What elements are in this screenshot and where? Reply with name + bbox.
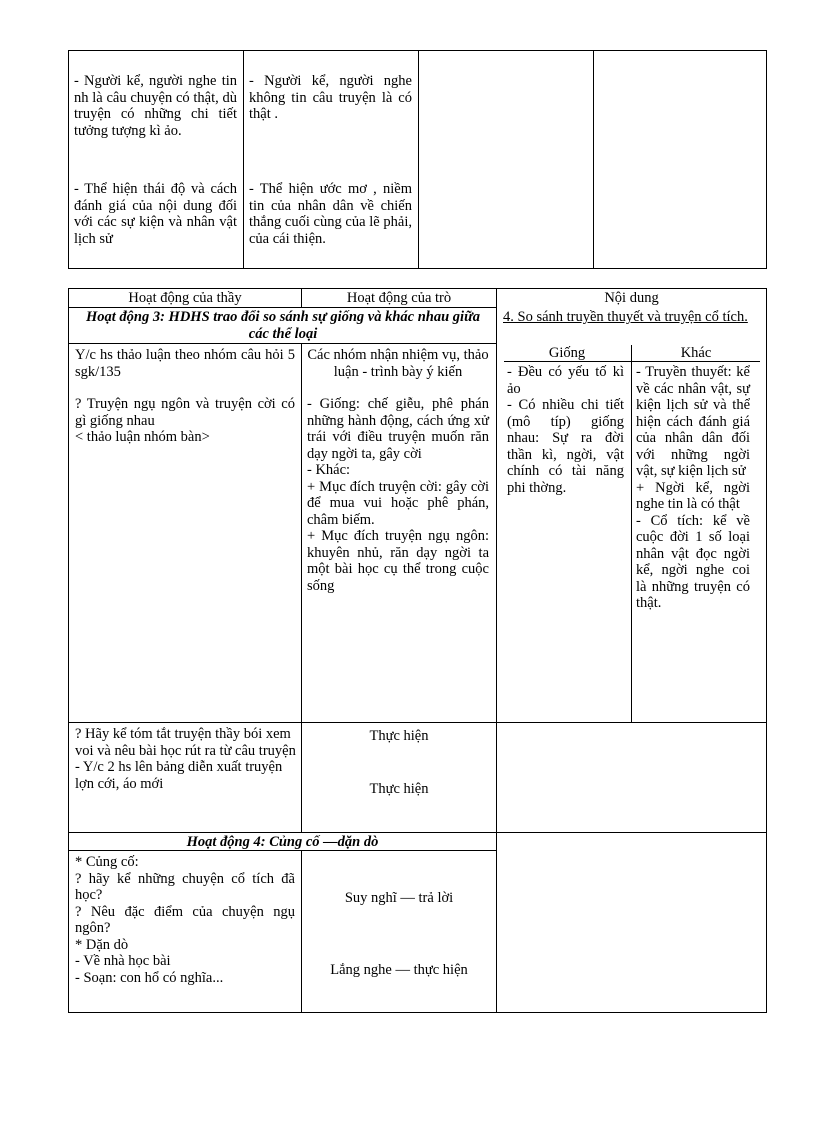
activity3-teacher-cell [75, 347, 295, 446]
summary-student-2 [302, 781, 496, 798]
col-diff-header [632, 345, 760, 362]
teacher-line: - Soạn: con hổ có nghĩa... [75, 969, 224, 986]
diff-item: - Truyền thuyết: kể về các nhân vật, sự kiện lịch sử và thể hiện cách đánh giá của nhân dân đối với những ngời vật, sự kiện lịch sử [636, 364, 750, 479]
diff-item: + Ngời kể, ngời nghe tin là có thật [636, 479, 750, 512]
activity4-student-text: Suy nghĩ — trả lời [344, 890, 454, 906]
legend-attitude-cell [74, 181, 237, 247]
header-content-label: Nội dung [604, 290, 659, 306]
student-diff-joke: + Mục đích truyện cời: gây cời để mua vui hoặc phê phán, châm biếm. [307, 478, 489, 528]
summary-teacher-cell [75, 726, 297, 792]
section4-title [503, 309, 761, 326]
activity4-student-text: Lắng nghe — thực hiện [330, 962, 468, 978]
teacher-line: - Về nhà học bài [75, 953, 171, 969]
activity4-student-1 [302, 890, 496, 907]
summary-teacher-task: ? Hãy kể tóm tắt truyện thầy bói xem voi và nêu bài học rút ra từ câu truyện [75, 726, 296, 759]
teacher-question: ? Truyện ngụ ngôn và truyện cời có gì giống nhau [75, 396, 295, 429]
legend-belief-cell [74, 73, 237, 139]
header-student [302, 290, 496, 307]
fairytale-belief-text: - Người kể, người nghe không tin câu truyện là có thật . [249, 73, 412, 122]
activity4-title [69, 834, 496, 851]
diff-item: - Cổ tích: kể về cuộc đời 1 số loại nhân vật đọc ngời kể, ngời nghe coi là những truyện có thật. [636, 512, 750, 611]
header-teacher-label: Hoạt động của thầy [128, 290, 242, 306]
summary-teacher-task: - Y/c 2 hs lên bảng diễn xuất truyện lợn cới, áo mới [75, 759, 283, 792]
teacher-note: < thảo luận nhóm bàn> [75, 429, 210, 445]
summary-student-text: Thực hiện [369, 781, 429, 797]
activity4-student-2 [302, 962, 496, 979]
student-diff-fable: + Mục đích truyện ngụ ngôn: khuyên nhủ, răn dạy ngời ta một bài học cụ thể trong cuộc sống [307, 528, 489, 594]
teacher-line: * Dặn dò [75, 936, 129, 953]
activity4-title-text: Hoạt động 4: Củng cố —dặn dò [186, 834, 379, 850]
col-diff-label: Khác [680, 345, 712, 361]
activity4-teacher-cell [75, 854, 295, 986]
legend-belief-text: - Người kể, người nghe tin nh là câu chuyện có thật, dù truyện có những chi tiết tưởng tượng kì ảo. [74, 73, 237, 139]
col-same-label: Giống [548, 345, 586, 361]
fairytale-belief-cell [249, 73, 412, 123]
same-item: - Có nhiều chi tiết (mô típ) giống nhau: Sự ra đời thần kì, ngời, vật chính có tài năng phi thờng. [507, 397, 624, 496]
student-task: Các nhóm nhận nhiệm vụ, thảo luận - trình bày ý kiến [307, 347, 489, 380]
activity3-student-cell [307, 347, 489, 594]
legend-attitude-text: - Thể hiện thái độ và cách đánh giá của nội dung đối với các sự kiện và nhân vật lịch sử [74, 181, 237, 247]
teacher-line: * Củng cố: [75, 854, 139, 870]
student-similar: - Giống: chế giễu, phê phán những hành động, cách ứng xử trái với điều truyện muốn răn dạy ngời ta, gây cời [307, 396, 489, 462]
fairytale-dream-cell [249, 181, 412, 247]
header-teacher [69, 290, 301, 307]
diff-list [636, 364, 750, 612]
section4-title-text: 4. So sánh truyền thuyết và truyện cổ tích. [503, 309, 748, 325]
activity3-title-text: Hoạt động 3: HDHS trao đổi so sánh sự giống và khác nhau giữa các thể loại [85, 309, 481, 342]
col-same-header [504, 345, 630, 362]
fairytale-dream-text: - Thể hiện ước mơ , niềm tin của nhân dân về chiến thắng cuối cùng của lẽ phải, của cái thiện. [249, 181, 412, 247]
teacher-line: ? Nêu đặc điểm của chuyện ngụ ngôn? [75, 903, 295, 936]
header-content [497, 290, 766, 307]
header-student-label: Hoạt động của trò [346, 290, 452, 306]
teacher-line: ? hãy kể những chuyện cổ tích đã học? [75, 870, 295, 903]
summary-student-text: Thực hiện [369, 728, 429, 744]
same-list [507, 364, 624, 496]
summary-student-1 [302, 728, 496, 745]
teacher-task: Y/c hs thảo luận theo nhóm câu hỏi 5 sgk/135 [75, 347, 295, 380]
same-item: - Đều có yếu tố kì ảo [507, 364, 624, 397]
student-diff-label: - Khác: [307, 462, 351, 478]
activity3-title [80, 309, 486, 343]
